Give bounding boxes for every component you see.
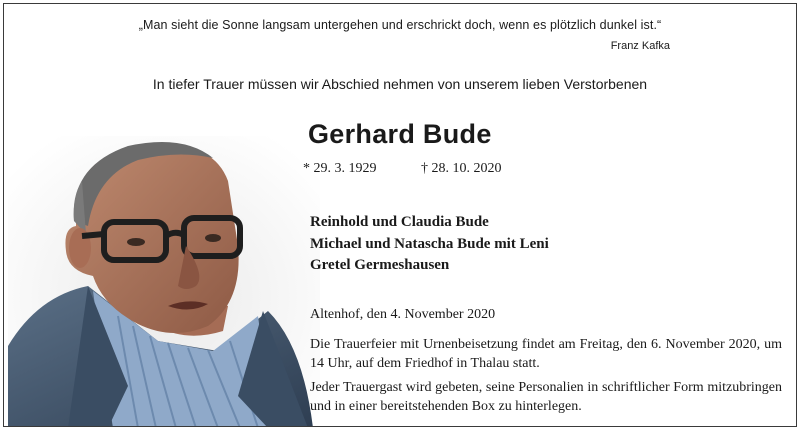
mourners-list — [310, 212, 549, 277]
ceremony-paragraph: Die Trauerfeier mit Urnenbeisetzung findet am Freitag, den 6. November 2020, um 14 Uhr, auf dem Friedhof in Thalau statt. — [310, 337, 782, 371]
mourner-line: Gretel Germeshausen — [310, 257, 450, 273]
life-dates — [303, 161, 502, 177]
place-date: Altenhof, den 4. November 2020 — [310, 307, 496, 322]
quote-text: „Man sieht die Sonne langsam untergehen und erschrickt doch, wenn es plötzlich dunkel ist.“ — [138, 18, 662, 32]
mourner-line: Michael und Natascha Bude mit Leni — [310, 235, 549, 252]
obituary-notice — [3, 3, 797, 427]
deceased-name: Gerhard Bude — [308, 119, 492, 149]
guest-notice-paragraph: Jeder Trauergast wird gebeten, seine Personalien in schriftlicher Form mitzubringen und in einer bereitstehenden Box zu hinterlegen. — [310, 380, 782, 414]
intro-text: In tiefer Trauer müssen wir Abschied nehmen von unserem lieben Verstorbenen — [152, 76, 648, 92]
portrait-photo — [8, 136, 320, 427]
death-date: † 28. 10. 2020 — [421, 161, 502, 176]
quote-author: Franz Kafka — [610, 40, 670, 52]
birth-date: * 29. 3. 1929 — [303, 161, 377, 176]
mourner-line: Reinhold und Claudia Bude — [310, 214, 489, 230]
